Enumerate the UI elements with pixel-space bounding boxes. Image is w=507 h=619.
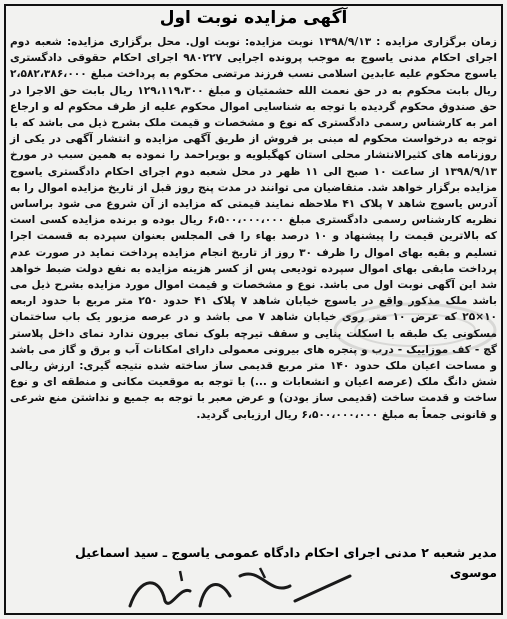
signature-title: مدیر شعبه ۲ مدنی اجرای احکام دادگاه عمومی یاسوج ـ سید اسماعیل bbox=[75, 545, 497, 560]
signature-name: موسوی bbox=[449, 565, 497, 580]
handwritten-signature bbox=[120, 556, 360, 616]
notice-body: زمان برگزاری مزایده : ۱۳۹۸/۹/۱۳ نوبت مزایده: نوبت اول. محل برگزاری مزایده: شعبه دوم اجرای احکام مدنی یاسوج به موجب پرونده اجرایی ۹۸۰۲۲۷ اجرای احکام حقوقی دادگستری یاسوج محکوم علیه عابدین اسلامی نسب فرزند مرتضی محکوم به پرداخت مبلغ ۲،۵۸۲،۳۸۶،۰۰۰ ریال بابت محکوم به در حق نعمت الله حشمتیان و مبلغ ۱۲۹،۱۱۹،۳۰۰ ریال بابت حق الاجرا در حق صندوق محکوم گردیده با توجه به شناسایی اموال محکوم علیه از طرف محکوم له و ارجاع امر به کارشناس رسمی دادگستری که نوع و مشخصات و قیمت ملک بشرح ذیل می باشد که با توجه به درخواست محکوم له مبنی بر فروش از طریق آگهی مزایده و انتشار آگهی در یکی از روزنامه های کثیرالانتشار محلی استان کهگیلویه و بویراحمد را نموده به همین سبب در مورخ ۱۳۹۸/۹/۱۳ از ساعت ۱۰ صبح الی ۱۱ ظهر در محل شعبه دوم اجرای احکام دادگستری یاسوج مزایده برگزار خواهد شد. متقاضیان می توانند در مدت پنج روز قبل از تاریخ مزایده اموال را به آدرس یاسوج شاهد ۷ پلاک ۴۱ ملاحظه نمایند قیمتی که مزایده از آن شروع می شود براساس نظریه کارشناس رسمی دادگستری مبلغ ۶،۵۰۰،۰۰۰،۰۰۰ ریال بوده و برنده مزایده کسی است که بالاترین قیمت را پیشنهاد و ۱۰ درصد بهاء را فی المجلس بعنوان سپرده به قسمت اجرا تسلیم و بقیه بهای اموال را ظرف ۳۰ روز از تاریخ انجام مزایده پرداخت نماید در صورت عدم پرداخت مابقی بهای اموال سپرده تودیعی پس از کسر هزینه مزایده به نفع دولت ضبط خواهد شد این آگهی نوبت اول می باشد. نوع و مشخصات و قیمت اموال مورد مزایده بشرح ذیل می باشد ملک مذکور واقع در یاسوج خیابان شاهد ۷ پلاک ۴۱ حدود ۲۵۰ متر مربع با حدود اربعه ۱۰×۲۵ که عرض ۱۰ متر روی خیابان شاهد ۷ می باشد و در عرصه مزبور یک باب ساختمان مسکونی یک طبقه با اسکلت بنایی و سقف تیرچه بلوک نمای بیرون ندارد نمای داخل پلاستر گچ - کف موزاییک - درب و پنجره های بیرونی معمولی دارای امکانات آب و برق و گاز می باشد و مساحت اعیان ملک حدود ۱۴۰ متر مربع قدیمی ساز ساخته شده نتیجه گیری: ارزش ریالی شش دانگ ملک (عرصه اعیان و انشعابات و ...) با توجه به موقعیت مکانی و منطقه ای و نوع ساخت و قدمت ساخت (قدیمی ساز بودن) و عرض معبر با توجه به جمیع و نداشتن منع شرعی و قانونی جمعاً به مبلغ ۶،۵۰۰،۰۰۰،۰۰۰ ریال ارزیابی گردید. bbox=[10, 36, 498, 421]
notice-title: آگهی مزایده نوبت اول bbox=[159, 8, 348, 28]
watermark-logo bbox=[330, 300, 500, 360]
